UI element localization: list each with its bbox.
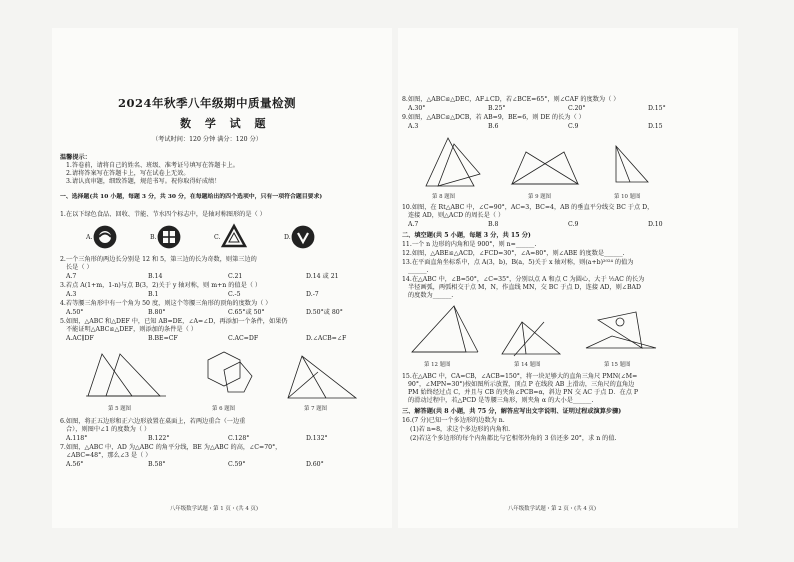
q5-option: B.BE=CF	[148, 335, 178, 342]
q10-option: B.8	[488, 221, 499, 228]
question-11: 11.一个 n 边形的内角和是 900°，则 n=______.	[402, 241, 537, 248]
q8-option: A.30°	[408, 105, 426, 112]
q9-option: D.15	[648, 123, 663, 130]
question-6-cont: 合），则图中∠1 的度数为（ ）	[66, 426, 151, 433]
note-line: 3.请认真审题，细致答题，规范书写。祝你取得好成绩！	[66, 178, 221, 185]
section3-heading: 三、解答题(共 8 小题，共 75 分，解答应写出文字说明、证明过程或演算步骤)	[402, 408, 622, 415]
q3-option: B.1	[148, 291, 159, 298]
q9-option: C.9	[568, 123, 579, 130]
q2-option: D.14 或 21	[306, 273, 339, 280]
q8-option: C.20°	[568, 105, 586, 112]
q7-option: D.60°	[306, 461, 324, 468]
q10-option: A.7	[408, 221, 419, 228]
question-9: 9.如图，△ABC≌△DCB，若 AB=9，BE=6，则 DE 的长为（ ）	[402, 114, 585, 121]
q1-option-c: C.	[214, 234, 221, 241]
question-10: 10.如图，在 Rt△ABC 中，∠C=90°，AC=3，BC=4，AB 的垂直平分线交 BC 于点 D，	[402, 204, 654, 211]
question-8: 8.如图，△ABC≌△DEC，AF⊥CD，若∠BCE=65°，则∠CAF 的度数为（ ）	[402, 96, 620, 103]
question-16-part1: (1)若 n=8，求这个多边形的内角和.	[410, 426, 511, 433]
q6-option: C.128°	[228, 435, 250, 442]
question-2: 2.一个三角形的两边长分别是 12 和 5，第三边的长为奇数，则第三边的	[60, 256, 257, 263]
figure-9-triangles	[506, 146, 586, 192]
exam-info: （考试时间：120 分钟 满分：120 分）	[152, 136, 262, 143]
q1-option-b: B.	[150, 234, 157, 241]
figure-15-set-square	[576, 308, 666, 360]
question-2-cont: 长是（ ）	[66, 264, 93, 271]
figure-12-caption: 第 12 题图	[424, 362, 451, 368]
question-7: 7.如图，△ABC 中，AD 为△ABC 的角平分线，BE 为△ABC 的高，∠C=70°，	[60, 444, 282, 451]
recycle-logo	[220, 223, 248, 251]
question-15-cont3: 的滑动过程中，若△PCD 是等腰三角形，则夹角 α 的大小是______.	[408, 397, 594, 404]
question-15-cont2: PM 始终经过点 C，并且与 CB 的夹角∠PCB=α，斜边 PN 交 AC 于点 D．在点 P	[408, 389, 639, 396]
question-15: 15.在△ABC 中，CA=CB，∠ACB=150°，将一块足够大的直角三角尺 PMN(∠M=	[402, 373, 638, 380]
q10-option: D.10	[648, 221, 663, 228]
q8-option: B.25°	[488, 105, 506, 112]
figure-10-right-triangle	[606, 140, 658, 192]
q7-option: C.59°	[228, 461, 246, 468]
q6-option: A.118°	[66, 435, 88, 442]
right-exam-page	[398, 28, 738, 528]
figure-7-triangle	[282, 348, 362, 404]
question-10-cont: 连接 AD，则△ACD 的周长是（ ）	[408, 212, 505, 219]
question-13: 13.在平面直角坐标系中，点 A(3，b)，B(a，5)关于 x 轴对称，则(a+b)²⁰²⁴ 的值为	[402, 259, 634, 266]
q5-option: C.AC=DF	[228, 335, 259, 342]
green-food-logo	[92, 224, 118, 250]
question-15-cont: 90°，∠MPN=30°)按如图所示放置，顶点 P 在线段 AB 上滑动，三角尺的直角边	[408, 381, 635, 388]
water-saving-logo	[290, 224, 316, 250]
q6-option: D.132°	[306, 435, 328, 442]
q4-option: D.50°或 80°	[306, 309, 343, 316]
question-12: 12.如图，△ABE≌△ACD，∠FCD=30°，∠A=80°，则∠ABE 的度数是______.	[402, 250, 625, 257]
question-16: 16.(7 分)已知一个多边形的边数为 n.	[402, 417, 505, 424]
energy-saving-logo	[156, 224, 182, 250]
notes-heading: 温馨提示：	[60, 154, 91, 161]
question-4: 4.若等腰三角形中有一个角为 50 度，则这个等腰三角形的顶角的度数为（ ）	[60, 300, 272, 307]
question-1: 1.在以下绿色食品、回收、节能、节水四个标志中，是轴对称图形的是（ ）	[60, 211, 266, 218]
question-5: 5.如图，△ABC 和△DEF 中，已知 AB=DE，∠A=∠D，再添加一个条件，如果仍	[60, 318, 288, 325]
question-14: 14.在△ABC 中，∠B=50°，∠C=35°，分别以点 A 和点 C 为圆心，大于 ½AC 的长为	[402, 276, 645, 283]
q2-option: A.7	[66, 273, 77, 280]
figure-7-caption: 第 7 题图	[304, 406, 328, 412]
q4-option: A.50°	[66, 309, 84, 316]
q5-option: A.AC∥DF	[66, 335, 94, 342]
q8-option: D.15°	[648, 105, 666, 112]
question-7-cont: ∠ABC=48°，那么∠3 是（ ）	[66, 452, 152, 459]
figure-8-caption: 第 8 题图	[432, 194, 456, 200]
exam-title: 2024年秋季八年级期中质量检测	[118, 96, 297, 110]
q3-option: A.3	[66, 291, 77, 298]
figure-14-caption: 第 14 题图	[514, 362, 541, 368]
figure-5-caption: 第 5 题图	[108, 406, 132, 412]
right-page-footer: 八年级数学试题・第 2 页・(共 4 页)	[508, 506, 596, 512]
q1-option-d: D.	[284, 234, 291, 241]
q3-option: D.-7	[306, 291, 319, 298]
q4-option: B.80°	[148, 309, 166, 316]
question-14-cont2: 的度数为______.	[408, 292, 454, 299]
figure-14-triangle	[496, 316, 566, 360]
figure-5-triangles	[82, 348, 172, 404]
q4-option: C.65°或 50°	[228, 309, 265, 316]
figure-6-polygons	[194, 348, 264, 404]
figure-8-triangles	[418, 134, 488, 192]
q9-option: A.3	[408, 123, 419, 130]
q2-option: C.21	[228, 273, 243, 280]
section2-heading: 二、填空题(共 5 小题，每题 3 分，共 15 分)	[402, 232, 531, 239]
question-6: 6.如图，将正五边形和正六边形放置在桌面上，若两边重合（一边重	[60, 418, 246, 425]
note-line: 2.请将答案写在答题卡上，写在试卷上无效。	[66, 170, 190, 177]
figure-6-caption: 第 6 题图	[212, 406, 236, 412]
q5-option: D.∠ACB=∠F	[306, 335, 347, 342]
question-14-cont: 半径画弧，两弧相交于点 M，N，作直线 MN，交 BC 于点 D，连接 AD，则∠BAD	[408, 284, 641, 291]
q10-option: C.9	[568, 221, 579, 228]
q9-option: B.6	[488, 123, 499, 130]
question-13-cont: ______.	[408, 267, 429, 274]
figure-15-caption: 第 15 题图	[604, 362, 631, 368]
q7-option: A.56°	[66, 461, 84, 468]
q6-option: B.122°	[148, 435, 170, 442]
q2-option: B.14	[148, 273, 163, 280]
q7-option: B.58°	[148, 461, 166, 468]
figure-9-caption: 第 9 题图	[528, 194, 552, 200]
question-5-cont: 不能证明△ABC≌△DEF，则添加的条件是（ ）	[66, 326, 197, 333]
question-16-part2: (2)若这个多边形的每个内角都比与它相邻外角的 3 倍还多 20°，求 n 的值.	[410, 435, 617, 442]
q3-option: C.-5	[228, 291, 241, 298]
left-exam-page	[52, 28, 392, 528]
exam-subtitle: 数 学 试 题	[180, 117, 271, 130]
note-line: 1.答卷前，请将自己的姓名、班级、准考证号填写在答题卡上。	[66, 162, 239, 169]
figure-10-caption: 第 10 题图	[614, 194, 641, 200]
section1-heading: 一、选择题(共 10 小题，每题 3 分，共 30 分，在每题给出的四个选项中，只有一项符合题目要求)	[60, 193, 323, 200]
question-3: 3.若点 A(1+m，1-n)与点 B(3，2)关于 y 轴对称，则 m+n 的值是（ ）	[60, 282, 262, 289]
left-page-footer: 八年级数学试题・第 1 页・(共 4 页)	[170, 506, 258, 512]
figure-12-triangles	[406, 302, 486, 360]
q1-option-a: A.	[86, 234, 93, 241]
